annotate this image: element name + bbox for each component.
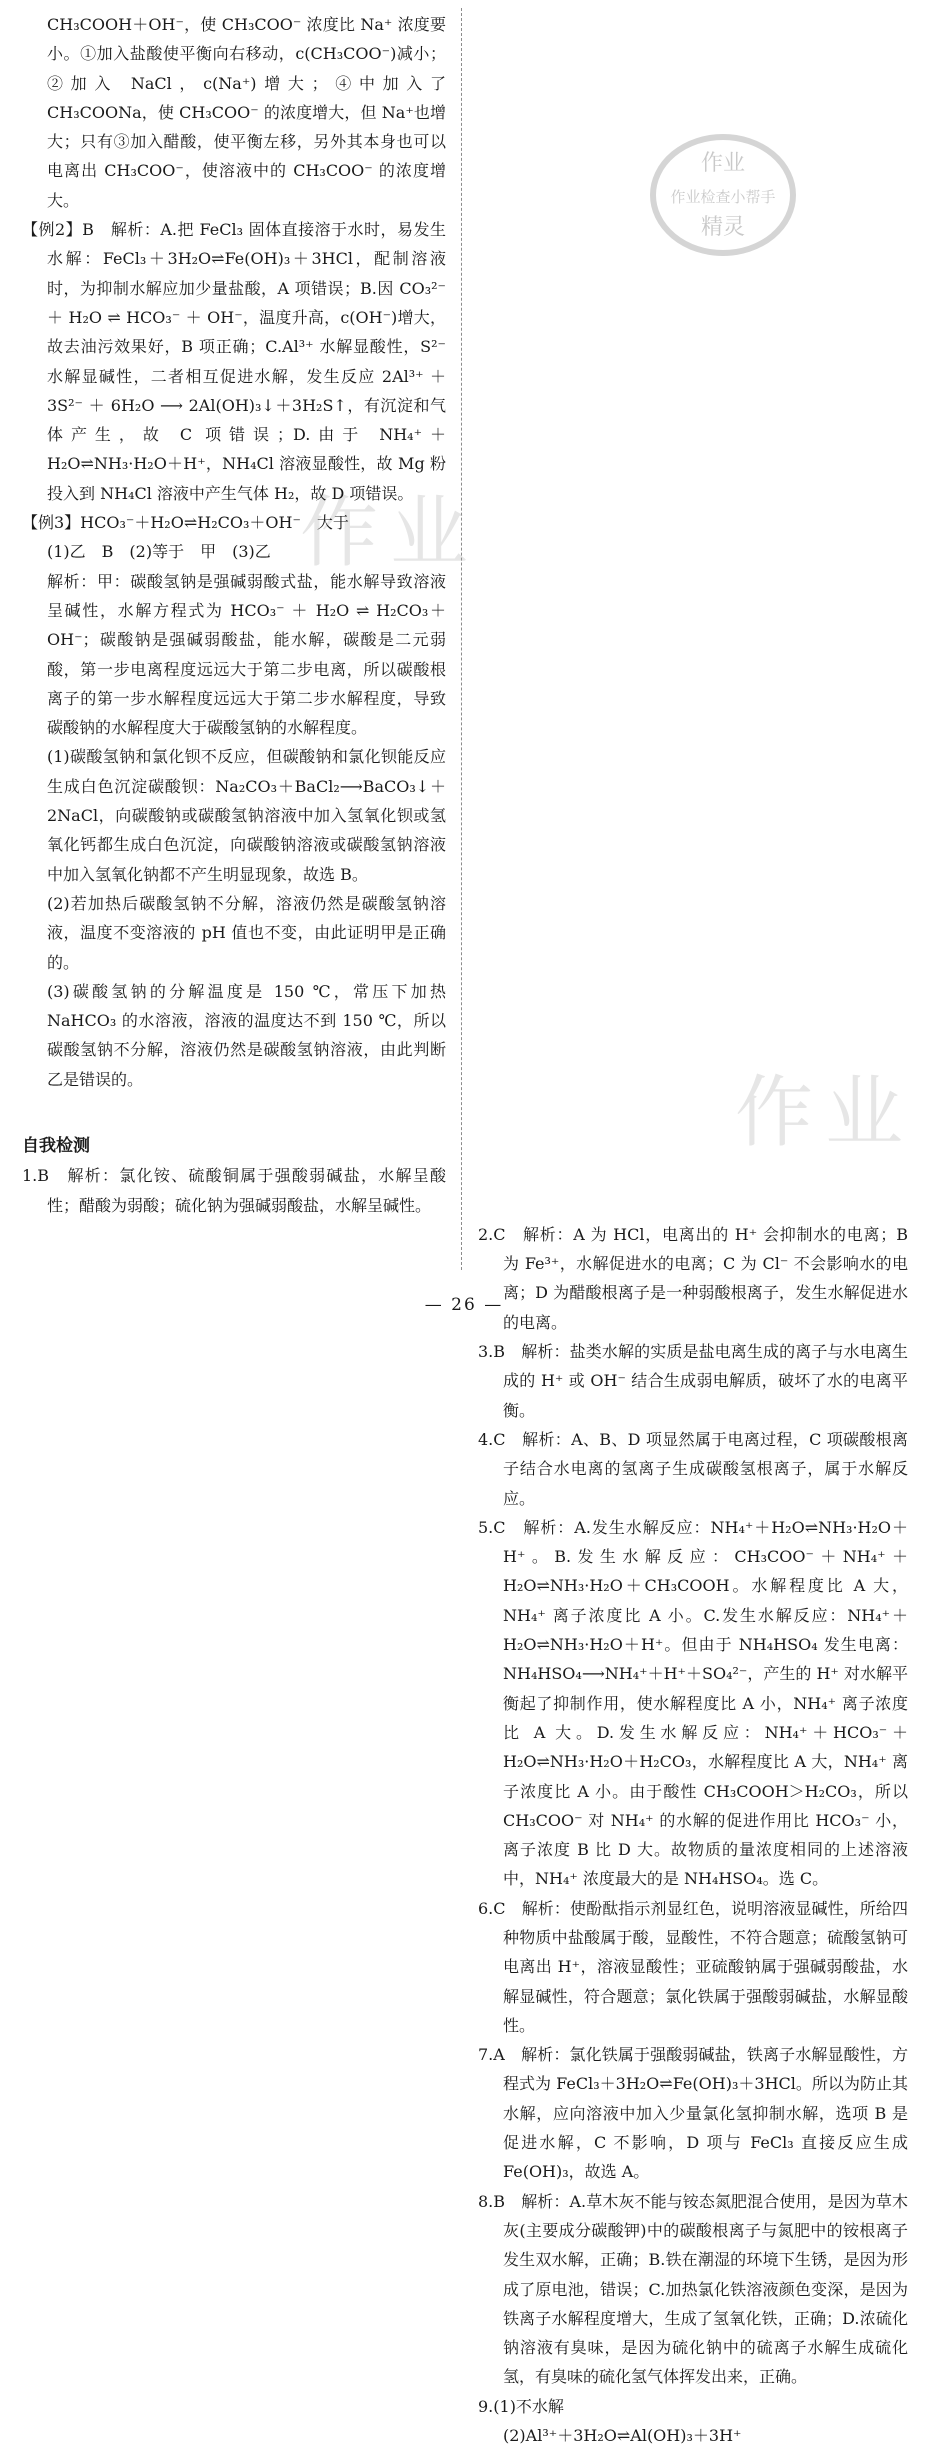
question-2-answer: 2.C 解析：A 为 HCl，电离出的 H⁺ 会抑制水的电离；B 为 Fe³⁺，水解促进水的电离；C 为 Cl⁻ 不会影响水的电离；D 为醋酸根离子是一种弱酸根离子，发生水解促进水的电离。 (478, 1224, 908, 1332)
stamp-line3: 精灵 (700, 215, 746, 240)
answer-paragraph: CH₃COOH＋OH⁻，使 CH₃COO⁻ 浓度比 Na⁺ 浓度要小。①加入盐酸使平衡向右移动，c(CH₃COO⁻)减小；②加入 NaCl，c(Na⁺)增大；④中加入了 CH₃COONa，使 CH₃COO⁻ 的浓度增大，但 Na⁺也增大；只有③加入醋酸，使平衡左移，另外其本身也可以电离出 CH₃COO⁻，使溶液中的 CH₃COO⁻ 的浓度增大。 (47, 15, 446, 210)
column-divider (461, 8, 462, 1270)
question-9-part2: (2)Al³⁺＋3H₂O⇌Al(OH)₃＋3H⁺ (503, 2426, 742, 2446)
example-2-answer: 【例2】B 解析：A.把 FeCl₃ 固体直接溶于水时，易发生水解：FeCl₃＋3H₂O⇌Fe(OH)₃＋3HCl，配制溶液时，为抑制水解应加少量盐酸，A 项错误；B.因 CO₃²⁻ ＋ H₂O ⇌ HCO₃⁻ ＋ OH⁻，温度升高，c(OH⁻)增大，故去油污效果好，B 项正确；C.Al³⁺ 水解显酸性，S²⁻ 水解显碱性，二者相互促进水解，发生反应 2Al³⁺ ＋ 3S²⁻ ＋ 6H₂O ⟶ 2Al(OH)₃↓＋3H₂S↑，有沉淀和气体产生，故 C 项错误；D.由于 NH₄⁺＋H₂O⇌NH₃·H₂O＋H⁺，NH₄Cl 溶液显酸性，故 Mg 粉投入到 NH₄Cl 溶液中产生气体 H₂，故 D 项错误。 (22, 220, 446, 503)
question-6-answer: 6.C 解析：使酚酞指示剂显红色，说明溶液显碱性，所给四种物质中盐酸属于酸，显酸性，不符合题意；硫酸氢钠可电离出 H⁺，溶液显酸性；亚硫酸钠属于强碱弱酸盐，水解显碱性，符合题意；氯化铁属于强酸弱碱盐，水解显酸性。 (478, 1898, 908, 2035)
left-column (22, 10, 446, 1220)
example-3-part1: (1)碳酸氢钠和氯化钡不反应，但碳酸钠和氯化钡能反应生成白色沉淀碳酸钡：Na₂CO₃＋BaCl₂⟶BaCO₃↓＋2NaCl，向碳酸钠或碳酸氢钠溶液中加入氢氧化钡或氢氧化钙都生成白色沉淀，向碳酸钠溶液或碳酸氢钠溶液中加入氢氧化钠都不产生明显现象，故选 B。 (47, 747, 446, 884)
example-3-part2: (2)若加热后碳酸氢钠不分解，溶液仍然是碳酸氢钠溶液，温度不变溶液的 pH 值也不变，由此证明甲是正确的。 (47, 893, 446, 972)
stamp-line1: 作业 (700, 151, 746, 176)
page-number: — 26 — (424, 1295, 504, 1315)
question-3-answer: 3.B 解析：盐类水解的实质是盐电离生成的离子与水电离生成的 H⁺ 或 OH⁻ 结合生成弱电解质，破坏了水的电离平衡。 (478, 1342, 908, 1420)
section-heading: 自我检测 (22, 1135, 90, 1156)
stamp-seal (648, 130, 798, 260)
question-4-answer: 4.C 解析：A、B、D 项显然属于电离过程，C 项碳酸根离子结合水电离的氢离子生成碳酸氢根离子，属于水解反应。 (478, 1429, 908, 1508)
question-7-answer: 7.A 解析：氯化铁属于强酸弱碱盐，铁离子水解显酸性，方程式为 FeCl₃＋3H₂O⇌Fe(OH)₃＋3HCl。所以为防止其水解，应向溶液中加入少量氯化氢抑制水解，选项 B 是促进水解，C 不影响，D 项与 FeCl₃ 直接反应生成 Fe(OH)₃，故选 A。 (478, 2045, 908, 2182)
example-3-answer: 【例3】HCO₃⁻＋H₂O⇌H₂CO₃＋OH⁻ 大于 (22, 513, 349, 533)
example-3-analysis: 解析：甲：碳酸氢钠是强碱弱酸式盐，能水解导致溶液呈碱性，水解方程式为 HCO₃⁻ ＋ H₂O ⇌ H₂CO₃＋OH⁻；碳酸钠是强碱弱酸盐，能水解，碳酸是二元弱酸，第一步电离程度远远大于第二步电离，所以碳酸根离子的第一步水解程度远远大于第二步水解程度，导致碳酸钠的水解程度大于碳酸氢钠的水解程度。 (47, 571, 446, 738)
example-3-part3: (3)碳酸氢钠的分解温度是 150 ℃，常压下加热 NaHCO₃ 的水溶液，溶液的温度达不到 150 ℃，所以碳酸氢钠不分解，溶液仍然是碳酸氢钠溶液，由此判断乙是错误的。 (47, 981, 446, 1089)
question-1-answer: 1.B 解析：氯化铵、硫酸铜属于强酸弱碱盐，水解呈酸性；醋酸为弱酸；硫化钠为强碱弱酸盐，水解呈碱性。 (22, 1166, 446, 1215)
right-column (478, 1220, 908, 2450)
question-5-answer: 5.C 解析：A.发生水解反应：NH₄⁺＋H₂O⇌NH₃·H₂O＋H⁺。B.发生水解反应：CH₃COO⁻＋NH₄⁺＋H₂O⇌NH₃·H₂O＋CH₃COOH。水解程度比 A 大，NH₄⁺ 离子浓度比 A 小。C.发生水解反应：NH₄⁺＋H₂O⇌NH₃·H₂O＋H⁺。但由于 NH₄HSO₄ 发生电离：NH₄HSO₄⟶NH₄⁺＋H⁺＋SO₄²⁻，产生的 H⁺ 对水解平衡起了抑制作用，使水解程度比 A 小，NH₄⁺ 离子浓度比 A 大。D.发生水解反应：NH₄⁺＋HCO₃⁻＋H₂O⇌NH₃·H₂O＋H₂CO₃，水解程度比 A 大，NH₄⁺ 离子浓度比 A 小。由于酸性 CH₃COOH＞H₂CO₃，所以 CH₃COO⁻ 对 NH₄⁺ 的水解的促进作用比 HCO₃⁻ 小，离子浓度 B 比 D 大。故物质的量浓度相同的上述溶液中，NH₄⁺ 浓度最大的是 NH₄HSO₄。选 C。 (478, 1517, 908, 1889)
question-8-answer: 8.B 解析：A.草木灰不能与铵态氮肥混合使用，是因为草木灰(主要成分碳酸钾)中的碳酸根离子与氮肥中的铵根离子发生双水解，正确；B.铁在潮湿的环境下生锈，是因为形成了原电池，错误；C.加热氯化铁溶液颜色变深，是因为铁离子水解程度增大，生成了氢氧化铁，正确；D.浓硫化钠溶液有臭味，是因为硫化钠中的硫离子水解生成硫化氢，有臭味的硫化氢气体挥发出来，正确。 (478, 2191, 908, 2387)
example-3-choices: (1)乙 B (2)等于 甲 (3)乙 (47, 542, 271, 562)
stamp-line2: 作业检查小帮手 (670, 188, 776, 206)
watermark: 作业 (300, 488, 481, 578)
watermark: 作业 (735, 1068, 916, 1158)
question-9-part1: 9.(1)不水解 (478, 2396, 564, 2416)
